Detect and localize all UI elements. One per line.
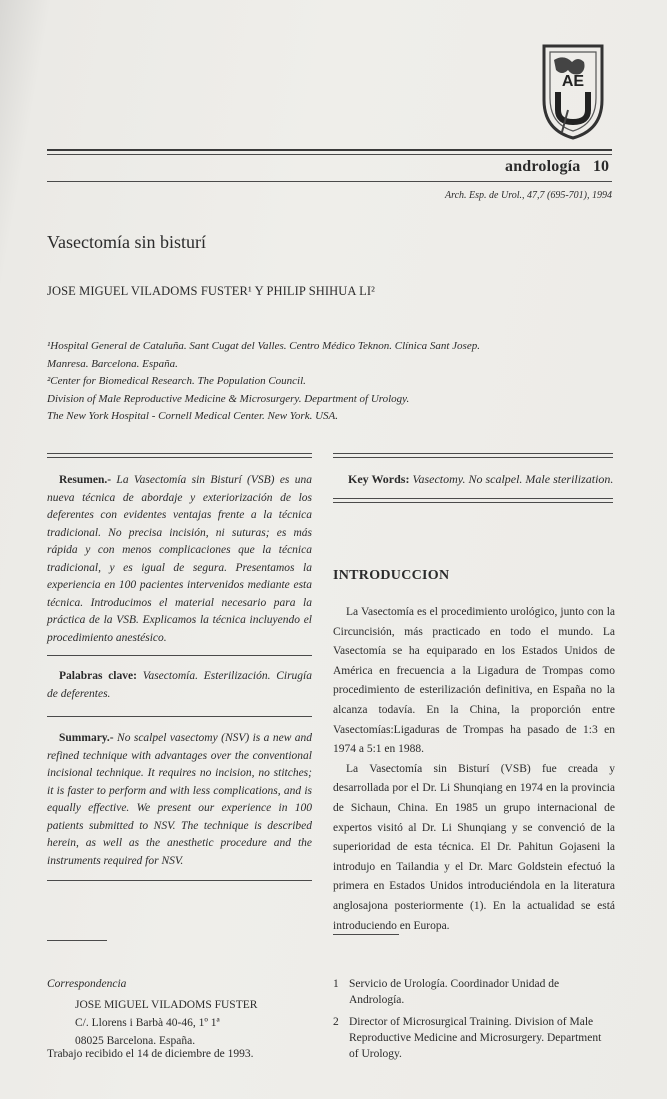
resumen-text: La Vasectomía sin Bisturí (VSB) es una nueva técnica de abordaje y exteriorización de los deferentes con evidentes ventajas frente a la técnica tradicional. No precisa incisión, ni suturas; es más rápida y con menos complicaciones que la técnica tradicional, y es igual de segura. Presentamos la experiencia en 100 pacientes intervenidos mediante esta técnica. Introducimos el material necesario para la práctica de la VSB. Explicamos la técnica incluyendo el procedimiento anestésico. — [47, 474, 313, 644]
correspondence-rule — [47, 940, 107, 941]
footnote-number: 1 — [333, 978, 339, 990]
received-date: Trabajo recibido el 14 de diciembre de 1993. — [47, 1048, 254, 1060]
summary-rule — [47, 880, 312, 881]
palabras-clave-label: Palabras clave: — [59, 670, 137, 682]
footnote — [333, 976, 613, 1010]
intro-body — [333, 603, 615, 936]
keywords-label: Key Words: — [348, 472, 410, 486]
intro-paragraph: La Vasectomía sin Bisturí (VSB) fue creada y desarrollada por el Dr. Li Shunqiang en 1974 en la provincia de Sichaun, China. En 1985 un grupo internacional de expertos visitó al Dr. Li Shunqiang y se convenció de la superioridad de esta técnica. El Dr. Pahitun Gojaseni la introdujo en Tailandia y el Dr. Marc Goldstein efectuó la primera en Estados Unidos introduciéndola en la literatura anglosajona posteriormente (1). En la actualidad se está introduciendo en Europa. — [333, 762, 615, 932]
header-rule-second — [47, 154, 612, 155]
resumen-block — [47, 472, 312, 647]
abstract-rule-top-2 — [47, 457, 312, 458]
resumen-rule — [47, 655, 312, 656]
keywords-rule-top — [333, 453, 613, 454]
article-authors: JOSE MIGUEL VILADOMS FUSTER¹ Y PHILIP SHIHUA LI² — [47, 284, 375, 298]
footnote-text: Director of Microsurgical Training. Division of Male Reproductive Medicine and Microsurgery. Department of Urology. — [349, 1016, 602, 1060]
keywords-rule-bottom-2 — [333, 502, 613, 503]
summary-block — [47, 730, 312, 870]
article-number: 10 — [593, 158, 609, 175]
correspondence-label: Correspondencia — [47, 978, 127, 990]
intro-heading: INTRODUCCION — [333, 568, 450, 583]
svg-text:AE: AE — [561, 73, 585, 90]
article-title: Vasectomía sin bisturí — [47, 232, 206, 252]
keywords-text: Vasectomy. No scalpel. Male sterilization. — [412, 472, 614, 486]
affiliations — [47, 338, 567, 426]
summary-label: Summary.- — [59, 732, 114, 744]
journal-logo-icon — [538, 40, 608, 140]
intro-paragraph: La Vasectomía es el procedimiento urológico, junto con la Circuncisión, más practicado en todo el mundo. La Vasectomía se ha equiparado en los Estados Unidos de América en frecuencia a la Ligadura de Trompas como procedimiento de esterilización definitiva, en España no la alcanza todavía. En la China, la proporción entre Vasectomías:Ligaduras de Trompas ha pasado de 1:3 en 1974 a 5:1 en 1988. — [333, 606, 615, 756]
correspondence-address — [75, 996, 257, 1050]
correspondence-line: C/. Llorens i Barbà 40-46, 1º 1ª — [75, 1017, 220, 1029]
header-rule-top — [47, 149, 612, 151]
keywords-rule-top-2 — [333, 457, 613, 458]
correspondence-line: JOSE MIGUEL VILADOMS FUSTER — [75, 999, 258, 1011]
affiliation-line: The New York Hospital - Cornell Medical Center. New York. USA. — [47, 410, 338, 422]
affiliation-line: ²Center for Biomedical Research. The Population Council. — [47, 375, 306, 387]
footnote-number: 2 — [333, 1016, 339, 1028]
header-rule-bottom — [47, 181, 612, 182]
palabras-clave-text: Vasectomía. Esterilización. Cirugía de deferentes. — [47, 670, 312, 700]
footnote-rule — [333, 934, 399, 935]
palabras-clave-block — [47, 668, 312, 703]
summary-text: No scalpel vasectomy (NSV) is a new and refined technique with advantages over the conventional incisional technique. It requires no incision, no stitches; it is faster to perform and with less complications, and is equally effective. We present our experience in 100 patients submitted to NSV. The technique is described herein, as well as the anesthetic procedure and the instruments required for NSV. — [47, 732, 313, 867]
keywords-rule-bottom — [333, 498, 613, 499]
palabras-rule — [47, 716, 312, 717]
correspondence-line: 08025 Barcelona. España. — [75, 1035, 196, 1047]
keywords-block — [348, 472, 613, 487]
resumen-label: Resumen.- — [59, 474, 112, 486]
section-label: andrología — [505, 158, 581, 175]
affiliation-line: ¹Hospital General de Cataluña. Sant Cugat del Valles. Centro Médico Teknon. Clínica Sant Josep. — [47, 340, 480, 352]
abstract-rule-top — [47, 453, 312, 454]
affiliation-line: Manresa. Barcelona. España. — [47, 357, 178, 370]
affiliation-line: Division of Male Reproductive Medicine & Microsurgery. Department of Urology. — [47, 392, 410, 405]
footnote-text: Servicio de Urología. Coordinador Unidad de Andrología. — [349, 978, 560, 1006]
footnote — [333, 1014, 613, 1064]
journal-citation: Arch. Esp. de Urol., 47,7 (695-701), 1994 — [444, 190, 612, 201]
